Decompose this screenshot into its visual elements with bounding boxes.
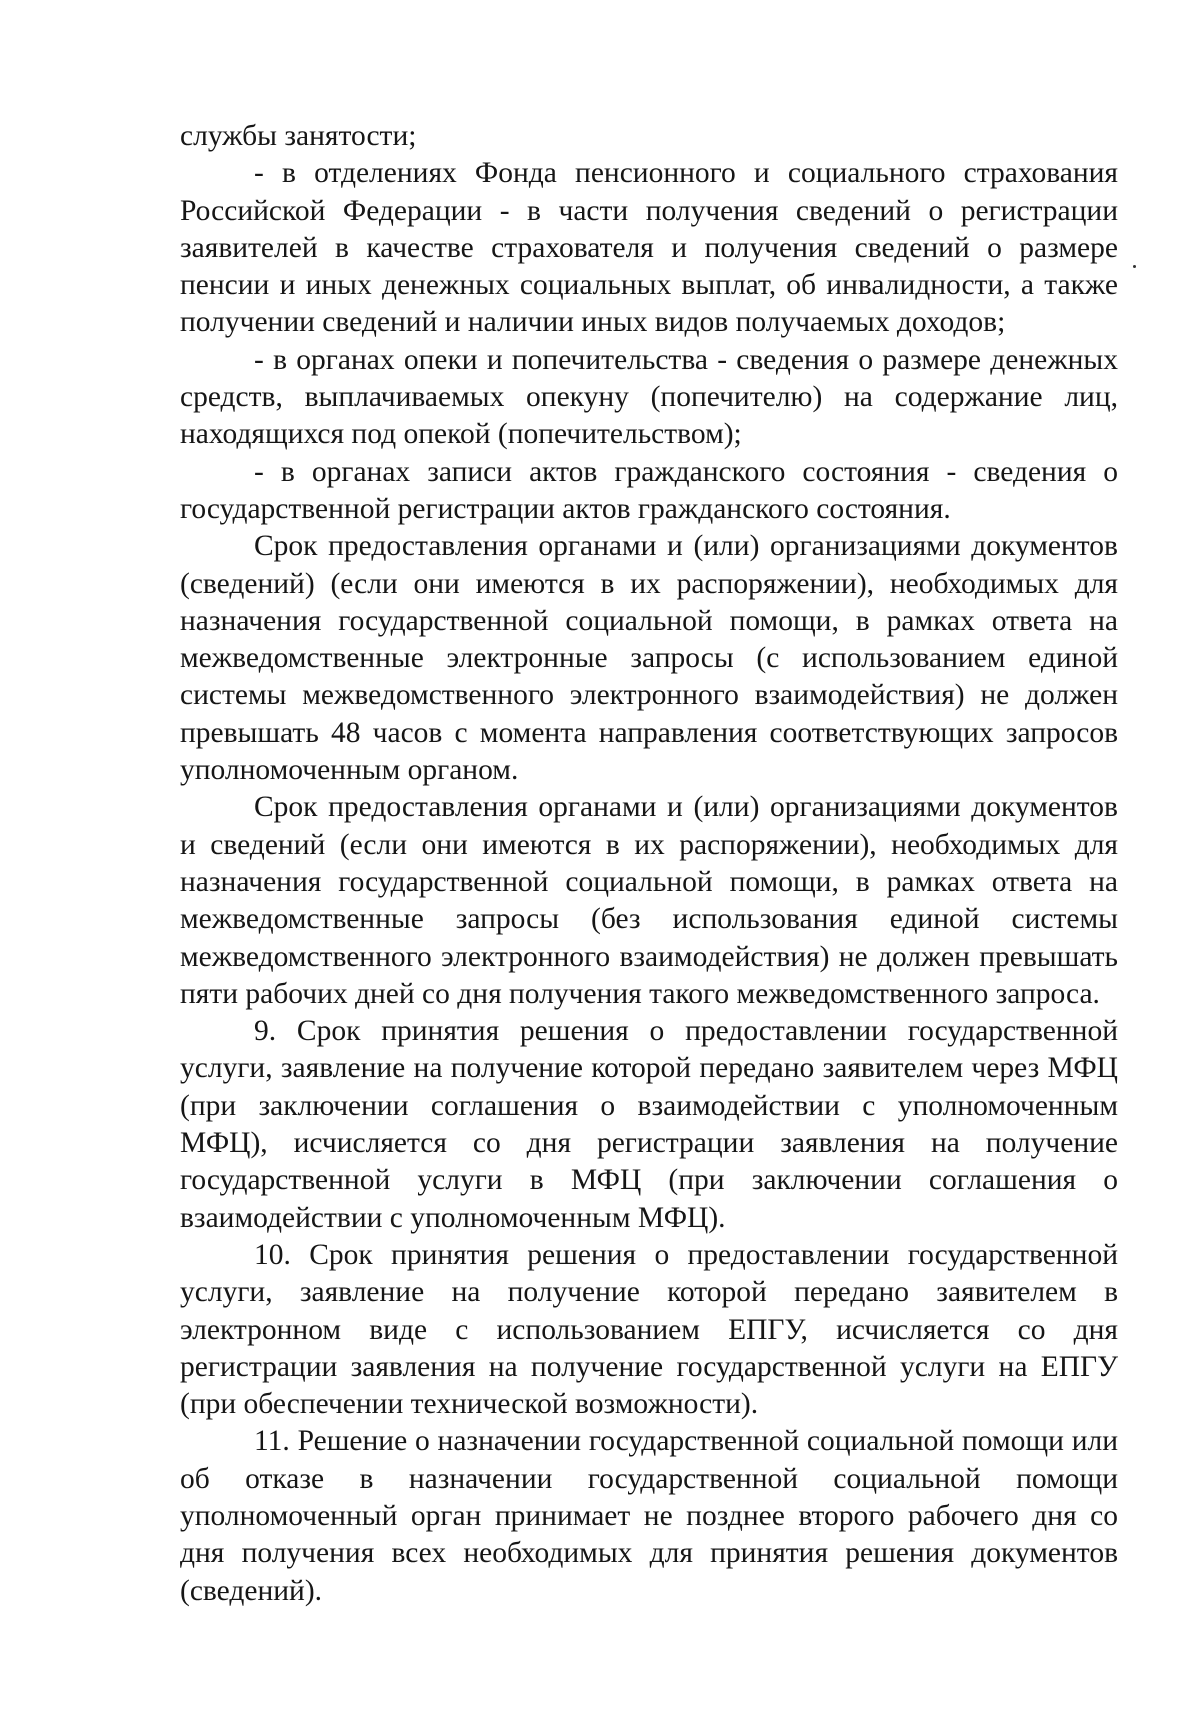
- paragraph-item-11: 11. Решение о назначении государственной социальной помощи или об отказе в назначении государственной социальной помощи уполномоченный орган принимает не позднее второго рабочего дня со дня получения всех необходимых для принятия решения документов (сведений).: [180, 1425, 1118, 1607]
- paragraph-guardianship: - в органах опеки и попечительства - сведения о размере денежных средств, выплачиваемых опекуну (попечителю) на содержание лиц, находящихся под опекой (попечительством);: [180, 343, 1118, 451]
- document-page: [180, 118, 1118, 1610]
- paragraph-paper-requests-term: Срок предоставления органами и (или) организациями документов и сведений (если они имеются в их распоряжении), необходимых для назначения государственной социальной помощи, в рамках ответа на межведомственные запросы (без использования единой системы межведомственного электронного взаимодействия) не должен превышать пяти рабочих дней со дня получения такого межведомственного запроса.: [180, 791, 1118, 1010]
- paragraph-item-10: 10. Срок принятия решения о предоставлении государственной услуги, заявление на получение которой передано заявителем в электронном виде с использованием ЕПГУ, исчисляется со дня регистрации заявления на получение государственной услуги на ЕПГУ (при обеспечении технической возможности).: [180, 1238, 1118, 1421]
- paragraph-item-9: 9. Срок принятия решения о предоставлении государственной услуги, заявление на получение которой передано заявителем через МФЦ (при заключении соглашения о взаимодействии с уполномоченным МФЦ), исчисляется со дня регистрации заявления на получение государственной услуги в МФЦ (при заключении соглашения о взаимодействии с уполномоченным МФЦ).: [180, 1015, 1118, 1234]
- paragraph-electronic-requests-term: Срок предоставления органами и (или) организациями документов (сведений) (если они имеются в их распоряжении), необходимых для назначения государственной социальной помощи, в рамках ответа на межведомственные электронные запросы (с использованием единой системы межведомственного электронного взаимодействия) не должен превышать 48 часов с момента направления соответствующих запросов уполномоченным органом.: [180, 530, 1118, 787]
- paragraph-pension-fund: - в отделениях Фонда пенсионного и социального страхования Российской Федерации - в части получения сведений о регистрации заявителей в качестве страхователя и получения сведений о размере пенсии и иных денежных социальных выплат, об инвалидности, а также получении сведений и наличии иных видов получаемых доходов;: [180, 157, 1118, 339]
- paragraph-continuation: службы занятости;: [180, 120, 417, 152]
- scan-speck: [1133, 265, 1136, 268]
- paragraph-civil-registry: - в органах записи актов гражданского состояния - сведения о государственной регистрации актов гражданского состояния.: [180, 455, 1118, 525]
